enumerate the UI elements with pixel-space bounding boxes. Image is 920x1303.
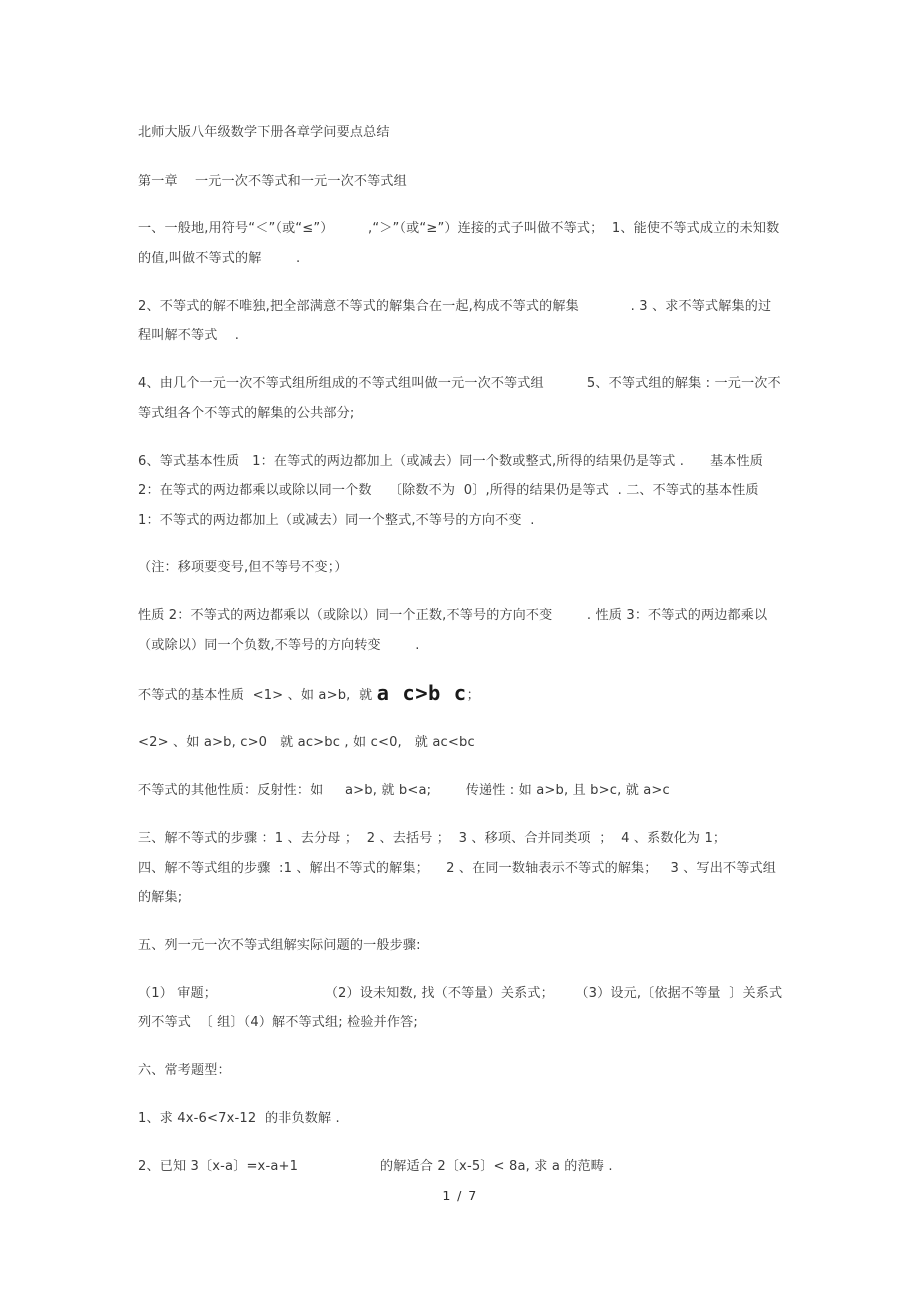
paragraph-4: 6、等式基本性质 1：在等式的两边都加上（或减去）同一个数或整式,所得的结果仍是等式 . 基本性质 2：在等式的两边都乘以或除以同一个数 〔除数不为 0〕,所得的结果仍是等式 . 二、不等式的基本性质 1：不等式的两边都加上（或减去）同一个整式,不等号的方向不变 .	[138, 453, 772, 528]
paragraph-11: 六、常考题型：	[138, 1063, 231, 1079]
formula-line	[138, 679, 784, 711]
document-body	[138, 118, 800, 1199]
formula-suffix: ；	[466, 687, 480, 703]
paragraph-3: 4、由几个一元一次不等式组所组成的不等式组叫做一元一次不等式组 5、不等式组的解集 : 一元一次不等式组各个不等式的解集的公共部分;	[138, 376, 781, 421]
paragraph-5: 性质 2：不等式的两边都乘以（或除以）同一个正数,不等号的方向不变 . 性质 3：不等式的两边都乘以（或除以）同一个负数,不等号的方向转变 .	[138, 608, 768, 653]
page-number: 1 / 7	[442, 1188, 478, 1203]
chapter-heading: 第一章 一元一次不等式和一元一次不等式组	[138, 173, 407, 189]
formula-prefix: 不等式的基本性质 <1> 、如 a>b, 就	[138, 687, 377, 703]
problem-1: 1、求 4x-6<7x-12 的非负数解 .	[138, 1110, 340, 1126]
paragraph-1: 一、一般地,用符号“＜”（或“≤”） ,“＞”（或“≥”）连接的式子叫做不等式； 1、能使不等式成立的未知数的值,叫做不等式的解 .	[138, 221, 780, 266]
paragraph-8: 三、解不等式的步骤 ：1 、去分母 ； 2 、去括号 ； 3 、移项、合并同类项 ； 4 、系数化为 1； 四、解不等式组的步骤 :1 、解出不等式的解集； 2 、在同一数轴表示不等式的解集； 3 、写出不等式组的解集;	[138, 830, 800, 906]
paragraph-6: <2> 、如 a>b, c>0 就 ac>bc , 如 c<0, 就 ac<bc	[138, 735, 475, 751]
formula-emphasis: a c>b c	[376, 680, 467, 705]
paragraph-note: （注：移项要变号,但不等号不变；）	[138, 560, 348, 576]
problem-2: 2、已知 3〔x-a〕=x-a+1 的解适合 2〔x-5〕< 8a, 求 a 的范畴 .	[138, 1158, 613, 1174]
document-title: 北师大版八年级数学下册各章学问要点总结	[138, 125, 390, 140]
paragraph-10: （1） 审题； （2）设未知数, 找（不等量）关系式； （3）设元,〔依据不等量 〕关系式列不等式 〔 组〕（4）解不等式组; 检验并作答;	[138, 985, 783, 1031]
paragraph-2: 2、不等式的解不唯独,把全部满意不等式的解集合在一起,构成不等式的解集 . 3 、求不等式解集的过程叫解不等式 .	[138, 298, 772, 344]
paragraph-7: 不等式的其他性质：反射性：如 a>b, 就 b<a; 传递性 : 如 a>b, 且 b>c, 就 a>c	[138, 783, 670, 799]
paragraph-9: 五、列一元一次不等式组解实际问题的一般步骤:	[138, 937, 421, 953]
